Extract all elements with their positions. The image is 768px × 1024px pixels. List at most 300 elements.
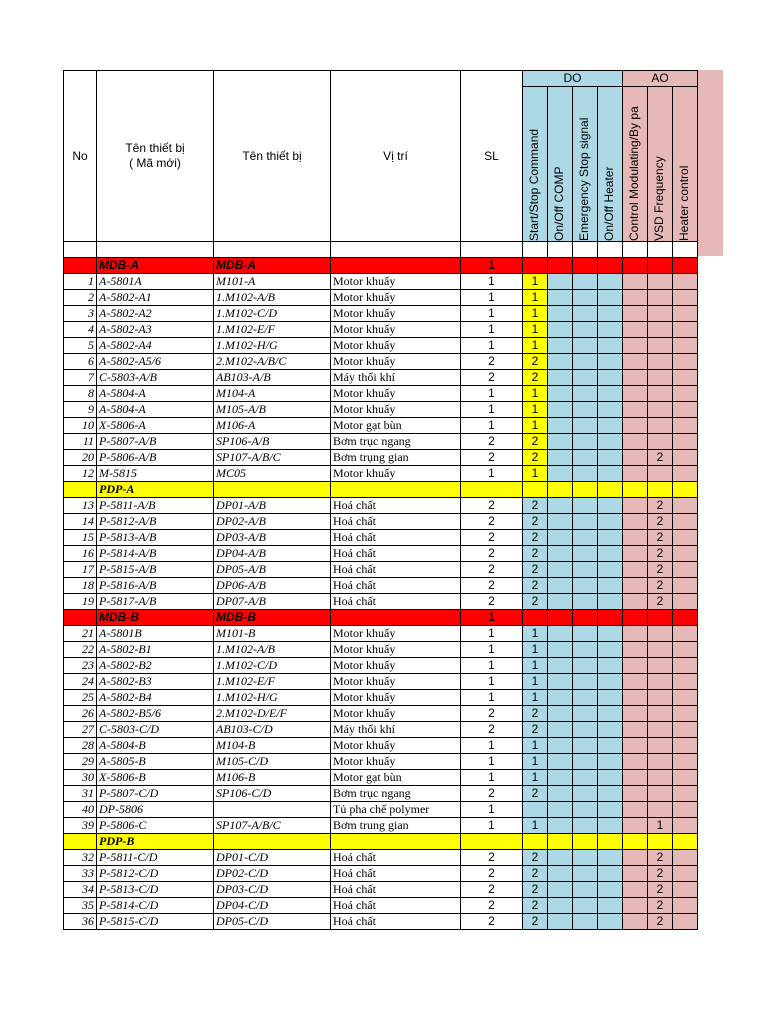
row-control-modulating bbox=[623, 338, 648, 354]
row-vsd-frequency: 2 bbox=[648, 530, 673, 546]
row-emergency-stop bbox=[573, 818, 598, 834]
row-start-stop: 1 bbox=[523, 338, 548, 354]
row-sl: 1 bbox=[461, 290, 523, 306]
table-row bbox=[64, 690, 698, 706]
row-onoff-comp bbox=[548, 722, 573, 738]
row-no: 34 bbox=[64, 882, 97, 898]
row-onoff-heater bbox=[598, 754, 623, 770]
row-start-stop: 2 bbox=[523, 450, 548, 466]
section-io-cell bbox=[673, 834, 698, 850]
row-sl: 1 bbox=[461, 658, 523, 674]
section-io-cell bbox=[548, 482, 573, 498]
row-sl: 1 bbox=[461, 738, 523, 754]
row-start-stop: 2 bbox=[523, 898, 548, 914]
row-sl: 1 bbox=[461, 626, 523, 642]
row-heater-control bbox=[673, 546, 698, 562]
row-onoff-comp bbox=[548, 754, 573, 770]
row-code: P-5815-A/B bbox=[97, 562, 214, 578]
row-onoff-comp bbox=[548, 818, 573, 834]
section-io-cell bbox=[598, 610, 623, 626]
row-onoff-heater bbox=[598, 306, 623, 322]
row-device-name: DP03-C/D bbox=[214, 882, 331, 898]
row-heater-control bbox=[673, 274, 698, 290]
row-heater-control bbox=[673, 850, 698, 866]
row-no: 40 bbox=[64, 802, 97, 818]
row-position: Motor khuấy bbox=[331, 642, 461, 658]
row-control-modulating bbox=[623, 626, 648, 642]
row-start-stop: 1 bbox=[523, 754, 548, 770]
row-onoff-heater bbox=[598, 402, 623, 418]
table-row bbox=[64, 546, 698, 562]
row-onoff-comp bbox=[548, 274, 573, 290]
row-position: Motor khuấy bbox=[331, 706, 461, 722]
row-onoff-comp bbox=[548, 306, 573, 322]
row-heater-control bbox=[673, 594, 698, 610]
row-heater-control bbox=[673, 306, 698, 322]
row-no: 16 bbox=[64, 546, 97, 562]
row-heater-control bbox=[673, 466, 698, 482]
header-heater-control: Heater control bbox=[673, 87, 698, 242]
row-device-name: M101-A bbox=[214, 274, 331, 290]
row-heater-control bbox=[673, 562, 698, 578]
row-device-name: DP05-C/D bbox=[214, 914, 331, 930]
table-row bbox=[64, 354, 698, 370]
row-control-modulating bbox=[623, 642, 648, 658]
section-io-cell bbox=[573, 482, 598, 498]
row-emergency-stop bbox=[573, 642, 598, 658]
row-start-stop: 1 bbox=[523, 418, 548, 434]
row-position: Hoá chất bbox=[331, 866, 461, 882]
header-sl: SL bbox=[461, 71, 523, 242]
row-emergency-stop bbox=[573, 914, 598, 930]
row-position: Hoá chất bbox=[331, 514, 461, 530]
row-start-stop: 2 bbox=[523, 914, 548, 930]
row-emergency-stop bbox=[573, 514, 598, 530]
row-onoff-comp bbox=[548, 498, 573, 514]
table-row bbox=[64, 674, 698, 690]
row-emergency-stop bbox=[573, 386, 598, 402]
row-code: P-5812-C/D bbox=[97, 866, 214, 882]
row-start-stop: 1 bbox=[523, 626, 548, 642]
row-onoff-heater bbox=[598, 466, 623, 482]
section-io-cell bbox=[648, 258, 673, 274]
section-io-cell bbox=[648, 482, 673, 498]
header-position: Vị trí bbox=[331, 71, 461, 242]
row-onoff-heater bbox=[598, 626, 623, 642]
row-emergency-stop bbox=[573, 626, 598, 642]
section-pos-cell bbox=[331, 482, 461, 498]
row-emergency-stop bbox=[573, 306, 598, 322]
row-sl: 1 bbox=[461, 642, 523, 658]
section-io-cell bbox=[523, 482, 548, 498]
row-vsd-frequency bbox=[648, 690, 673, 706]
row-start-stop: 2 bbox=[523, 434, 548, 450]
row-control-modulating bbox=[623, 306, 648, 322]
section-io-cell bbox=[523, 610, 548, 626]
row-sl: 2 bbox=[461, 370, 523, 386]
section-code: PDP-B bbox=[97, 834, 214, 850]
row-sl: 2 bbox=[461, 594, 523, 610]
table-row bbox=[64, 658, 698, 674]
row-no: 31 bbox=[64, 786, 97, 802]
row-heater-control bbox=[673, 690, 698, 706]
row-sl: 1 bbox=[461, 402, 523, 418]
row-position: Máy thổi khí bbox=[331, 722, 461, 738]
row-start-stop: 2 bbox=[523, 866, 548, 882]
row-device-name: 1.M102-H/G bbox=[214, 338, 331, 354]
row-device-name: DP07-A/B bbox=[214, 594, 331, 610]
row-code: P-5814-C/D bbox=[97, 898, 214, 914]
section-io-cell bbox=[523, 834, 548, 850]
row-position: Motor khuấy bbox=[331, 290, 461, 306]
row-position: Hoá chất bbox=[331, 498, 461, 514]
table-row bbox=[64, 770, 698, 786]
header-control-modulating: Control Modulating/By pa bbox=[623, 87, 648, 242]
row-no: 28 bbox=[64, 738, 97, 754]
row-onoff-heater bbox=[598, 850, 623, 866]
section-row bbox=[64, 834, 698, 850]
row-heater-control bbox=[673, 866, 698, 882]
section-pos-cell bbox=[331, 258, 461, 274]
row-start-stop: 1 bbox=[523, 690, 548, 706]
row-code: A-5802-A3 bbox=[97, 322, 214, 338]
row-control-modulating bbox=[623, 722, 648, 738]
row-onoff-comp bbox=[548, 402, 573, 418]
row-device-name: 1.M102-E/F bbox=[214, 322, 331, 338]
row-no: 26 bbox=[64, 706, 97, 722]
ao-side-band bbox=[697, 70, 723, 256]
row-vsd-frequency bbox=[648, 738, 673, 754]
table-row bbox=[64, 306, 698, 322]
row-code: A-5804-A bbox=[97, 386, 214, 402]
row-code: A-5802-B4 bbox=[97, 690, 214, 706]
row-vsd-frequency: 2 bbox=[648, 546, 673, 562]
row-device-name: M104-A bbox=[214, 386, 331, 402]
row-start-stop: 2 bbox=[523, 370, 548, 386]
row-emergency-stop bbox=[573, 418, 598, 434]
row-heater-control bbox=[673, 434, 698, 450]
table-row bbox=[64, 850, 698, 866]
row-sl: 1 bbox=[461, 690, 523, 706]
row-control-modulating bbox=[623, 674, 648, 690]
row-vsd-frequency bbox=[648, 402, 673, 418]
row-code: C-5803-A/B bbox=[97, 370, 214, 386]
table-row bbox=[64, 386, 698, 402]
row-device-name: 1.M102-H/G bbox=[214, 690, 331, 706]
row-sl: 2 bbox=[461, 866, 523, 882]
row-emergency-stop bbox=[573, 546, 598, 562]
table-row bbox=[64, 466, 698, 482]
row-no: 35 bbox=[64, 898, 97, 914]
row-heater-control bbox=[673, 706, 698, 722]
row-heater-control bbox=[673, 450, 698, 466]
table-row bbox=[64, 450, 698, 466]
row-emergency-stop bbox=[573, 434, 598, 450]
row-vsd-frequency bbox=[648, 466, 673, 482]
row-start-stop: 1 bbox=[523, 770, 548, 786]
row-device-name: 1.M102-E/F bbox=[214, 674, 331, 690]
row-onoff-heater bbox=[598, 882, 623, 898]
row-vsd-frequency: 1 bbox=[648, 818, 673, 834]
row-control-modulating bbox=[623, 354, 648, 370]
row-code: A-5801B bbox=[97, 626, 214, 642]
row-onoff-heater bbox=[598, 546, 623, 562]
row-onoff-comp bbox=[548, 914, 573, 930]
row-emergency-stop bbox=[573, 322, 598, 338]
row-vsd-frequency bbox=[648, 802, 673, 818]
row-onoff-heater bbox=[598, 418, 623, 434]
row-heater-control bbox=[673, 802, 698, 818]
row-onoff-heater bbox=[598, 434, 623, 450]
section-sl: 1 bbox=[461, 258, 523, 274]
table-row bbox=[64, 418, 698, 434]
row-sl: 2 bbox=[461, 354, 523, 370]
row-emergency-stop bbox=[573, 754, 598, 770]
row-device-name: M104-B bbox=[214, 738, 331, 754]
row-start-stop: 1 bbox=[523, 274, 548, 290]
table-row bbox=[64, 530, 698, 546]
table-row bbox=[64, 754, 698, 770]
row-control-modulating bbox=[623, 818, 648, 834]
header-ao-group: AO bbox=[623, 71, 698, 87]
section-pos-cell bbox=[331, 834, 461, 850]
row-vsd-frequency bbox=[648, 434, 673, 450]
section-row bbox=[64, 258, 698, 274]
row-sl: 1 bbox=[461, 418, 523, 434]
row-start-stop: 2 bbox=[523, 722, 548, 738]
row-no: 18 bbox=[64, 578, 97, 594]
row-start-stop: 1 bbox=[523, 658, 548, 674]
row-start-stop: 2 bbox=[523, 562, 548, 578]
row-emergency-stop bbox=[573, 850, 598, 866]
row-heater-control bbox=[673, 674, 698, 690]
section-name bbox=[214, 834, 331, 850]
row-onoff-comp bbox=[548, 434, 573, 450]
row-emergency-stop bbox=[573, 338, 598, 354]
row-onoff-comp bbox=[548, 866, 573, 882]
row-start-stop: 2 bbox=[523, 514, 548, 530]
table-row bbox=[64, 882, 698, 898]
row-vsd-frequency bbox=[648, 386, 673, 402]
row-code: P-5815-C/D bbox=[97, 914, 214, 930]
row-no: 1 bbox=[64, 274, 97, 290]
row-heater-control bbox=[673, 322, 698, 338]
row-vsd-frequency bbox=[648, 722, 673, 738]
row-no: 12 bbox=[64, 466, 97, 482]
row-heater-control bbox=[673, 386, 698, 402]
table-row bbox=[64, 898, 698, 914]
section-io-cell bbox=[623, 834, 648, 850]
row-device-name: M106-B bbox=[214, 770, 331, 786]
row-no: 10 bbox=[64, 418, 97, 434]
row-device-name: SP106-C/D bbox=[214, 786, 331, 802]
section-code: PDP-A bbox=[97, 482, 214, 498]
row-emergency-stop bbox=[573, 562, 598, 578]
row-heater-control bbox=[673, 914, 698, 930]
row-onoff-heater bbox=[598, 386, 623, 402]
row-no: 13 bbox=[64, 498, 97, 514]
section-code: MDB-B bbox=[97, 610, 214, 626]
row-onoff-comp bbox=[548, 290, 573, 306]
row-no: 7 bbox=[64, 370, 97, 386]
row-no: 23 bbox=[64, 658, 97, 674]
row-heater-control bbox=[673, 370, 698, 386]
row-vsd-frequency bbox=[648, 354, 673, 370]
row-device-name: DP05-A/B bbox=[214, 562, 331, 578]
section-io-cell bbox=[623, 482, 648, 498]
row-control-modulating bbox=[623, 418, 648, 434]
row-control-modulating bbox=[623, 290, 648, 306]
section-io-cell bbox=[573, 610, 598, 626]
row-device-name: 1.M102-A/B bbox=[214, 642, 331, 658]
row-emergency-stop bbox=[573, 594, 598, 610]
row-control-modulating bbox=[623, 658, 648, 674]
row-onoff-heater bbox=[598, 594, 623, 610]
row-heater-control bbox=[673, 338, 698, 354]
row-onoff-heater bbox=[598, 738, 623, 754]
row-code: P-5814-A/B bbox=[97, 546, 214, 562]
row-device-name: 2.M102-D/E/F bbox=[214, 706, 331, 722]
row-emergency-stop bbox=[573, 354, 598, 370]
row-device-name: DP01-C/D bbox=[214, 850, 331, 866]
row-code: P-5817-A/B bbox=[97, 594, 214, 610]
row-code: P-5812-A/B bbox=[97, 514, 214, 530]
row-onoff-comp bbox=[548, 322, 573, 338]
row-position: Máy thổi khí bbox=[331, 370, 461, 386]
row-start-stop bbox=[523, 802, 548, 818]
row-device-name: AB103-A/B bbox=[214, 370, 331, 386]
row-onoff-comp bbox=[548, 738, 573, 754]
row-emergency-stop bbox=[573, 402, 598, 418]
row-heater-control bbox=[673, 722, 698, 738]
row-vsd-frequency bbox=[648, 290, 673, 306]
row-device-name: MC05 bbox=[214, 466, 331, 482]
row-heater-control bbox=[673, 418, 698, 434]
row-emergency-stop bbox=[573, 786, 598, 802]
table-row bbox=[64, 594, 698, 610]
row-no: 39 bbox=[64, 818, 97, 834]
row-heater-control bbox=[673, 658, 698, 674]
row-onoff-comp bbox=[548, 770, 573, 786]
row-heater-control bbox=[673, 290, 698, 306]
row-heater-control bbox=[673, 770, 698, 786]
header-vsd-frequency: VSD Frequency bbox=[648, 87, 673, 242]
section-io-cell bbox=[673, 258, 698, 274]
table-row bbox=[64, 738, 698, 754]
section-pos-cell bbox=[331, 610, 461, 626]
row-position: Motor khuấy bbox=[331, 306, 461, 322]
row-device-name: DP04-C/D bbox=[214, 898, 331, 914]
row-control-modulating bbox=[623, 370, 648, 386]
row-position: Motor khuấy bbox=[331, 754, 461, 770]
row-onoff-heater bbox=[598, 914, 623, 930]
row-sl: 2 bbox=[461, 434, 523, 450]
row-position: Motor khuấy bbox=[331, 354, 461, 370]
row-vsd-frequency: 2 bbox=[648, 562, 673, 578]
row-device-name: 1.M102-C/D bbox=[214, 658, 331, 674]
equipment-io-table bbox=[63, 70, 698, 930]
row-no: 25 bbox=[64, 690, 97, 706]
row-onoff-comp bbox=[548, 354, 573, 370]
row-sl: 1 bbox=[461, 802, 523, 818]
row-heater-control bbox=[673, 898, 698, 914]
row-sl: 2 bbox=[461, 450, 523, 466]
row-code: A-5802-A1 bbox=[97, 290, 214, 306]
row-onoff-heater bbox=[598, 562, 623, 578]
row-device-name: 2.M102-A/B/C bbox=[214, 354, 331, 370]
row-sl: 1 bbox=[461, 322, 523, 338]
blank-row bbox=[64, 242, 698, 258]
row-position: Tủ pha chế polymer bbox=[331, 802, 461, 818]
row-no: 15 bbox=[64, 530, 97, 546]
row-start-stop: 1 bbox=[523, 306, 548, 322]
row-onoff-heater bbox=[598, 514, 623, 530]
table-row bbox=[64, 322, 698, 338]
row-onoff-heater bbox=[598, 690, 623, 706]
row-control-modulating bbox=[623, 882, 648, 898]
row-onoff-comp bbox=[548, 658, 573, 674]
row-control-modulating bbox=[623, 514, 648, 530]
row-sl: 2 bbox=[461, 850, 523, 866]
row-sl: 2 bbox=[461, 530, 523, 546]
row-onoff-comp bbox=[548, 802, 573, 818]
row-heater-control bbox=[673, 578, 698, 594]
row-sl: 1 bbox=[461, 306, 523, 322]
row-start-stop: 2 bbox=[523, 594, 548, 610]
row-vsd-frequency bbox=[648, 706, 673, 722]
row-sl: 1 bbox=[461, 386, 523, 402]
row-device-name bbox=[214, 802, 331, 818]
section-no-cell bbox=[64, 834, 97, 850]
row-vsd-frequency: 2 bbox=[648, 914, 673, 930]
row-onoff-comp bbox=[548, 850, 573, 866]
section-io-cell bbox=[598, 482, 623, 498]
row-heater-control bbox=[673, 530, 698, 546]
row-onoff-comp bbox=[548, 882, 573, 898]
row-onoff-comp bbox=[548, 386, 573, 402]
row-no: 22 bbox=[64, 642, 97, 658]
row-no: 21 bbox=[64, 626, 97, 642]
row-onoff-comp bbox=[548, 370, 573, 386]
row-onoff-heater bbox=[598, 658, 623, 674]
row-emergency-stop bbox=[573, 866, 598, 882]
row-vsd-frequency bbox=[648, 754, 673, 770]
section-io-cell bbox=[623, 610, 648, 626]
row-vsd-frequency bbox=[648, 306, 673, 322]
row-start-stop: 1 bbox=[523, 818, 548, 834]
row-control-modulating bbox=[623, 898, 648, 914]
row-control-modulating bbox=[623, 450, 648, 466]
row-device-name: DP02-A/B bbox=[214, 514, 331, 530]
row-onoff-comp bbox=[548, 594, 573, 610]
table-row bbox=[64, 370, 698, 386]
table-row bbox=[64, 434, 698, 450]
row-no: 24 bbox=[64, 674, 97, 690]
section-io-cell bbox=[648, 834, 673, 850]
section-sl: 1 bbox=[461, 610, 523, 626]
row-control-modulating bbox=[623, 546, 648, 562]
row-onoff-comp bbox=[548, 338, 573, 354]
row-heater-control bbox=[673, 402, 698, 418]
row-position: Hoá chất bbox=[331, 546, 461, 562]
header-onoff-heater: On/Off Heater bbox=[598, 87, 623, 242]
section-io-cell bbox=[548, 258, 573, 274]
row-emergency-stop bbox=[573, 690, 598, 706]
row-onoff-heater bbox=[598, 450, 623, 466]
header-code: Tên thiết bị ( Mã mới) bbox=[97, 71, 214, 242]
row-code: C-5803-C/D bbox=[97, 722, 214, 738]
row-onoff-heater bbox=[598, 866, 623, 882]
